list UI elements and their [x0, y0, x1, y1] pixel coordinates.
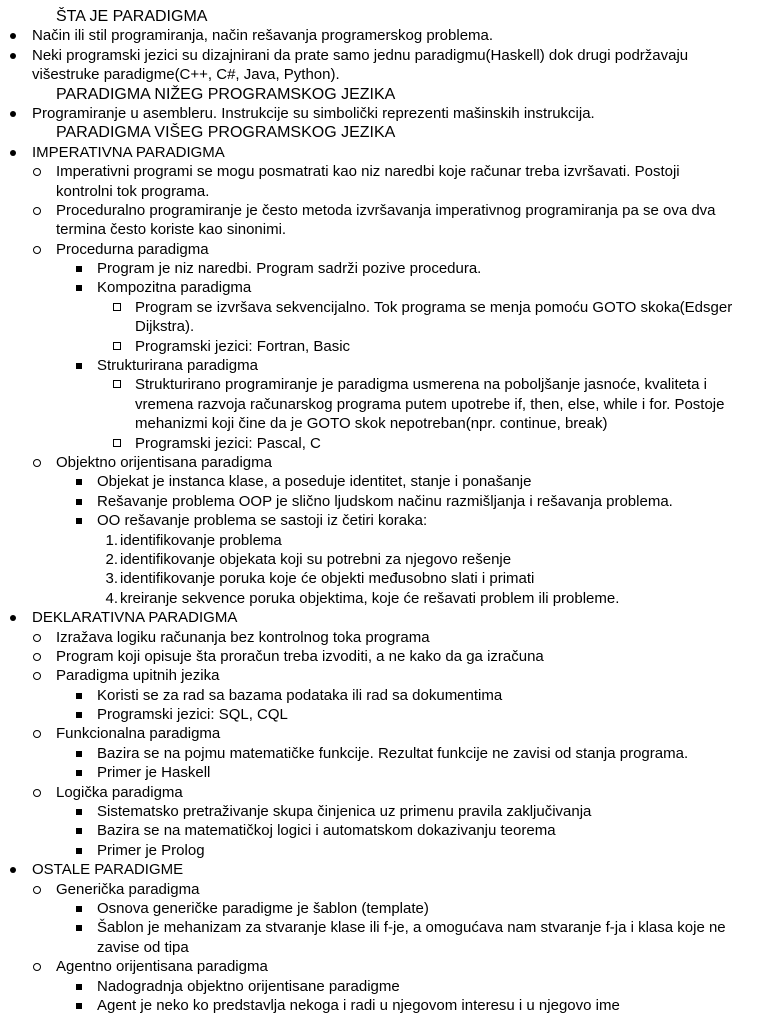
item-text: Agentno orijentisana paradigma: [56, 958, 268, 976]
list-item: [0, 880, 768, 899]
list-item: [0, 492, 768, 511]
bullet-filled-square-icon: [76, 809, 82, 815]
bullet-hollow-circle-icon: [33, 246, 41, 254]
list-item: [0, 511, 768, 530]
list-item: [0, 647, 768, 666]
bullet-filled-square-icon: [76, 518, 82, 524]
item-text: Objektno orijentisana paradigma: [56, 453, 272, 471]
list-item: [0, 337, 768, 356]
bullet-filled-square-icon: [76, 828, 82, 834]
list-item: [0, 453, 768, 472]
list-item: [0, 783, 768, 802]
item-text: mehanizmi koji čine da je GOTO skok nepotreban(npr. continue, break): [135, 415, 608, 433]
heading-text: ŠTA JE PARADIGMA: [56, 8, 208, 25]
list-item: [0, 821, 768, 840]
list-item: [0, 666, 768, 685]
bullet-filled-square-icon: [76, 984, 82, 990]
list-item: [0, 201, 768, 220]
item-text: Način ili stil programiranja, način rešavanja programerskog problema.: [32, 27, 494, 45]
bullet-filled-circle-icon: [10, 33, 16, 39]
list-item: [0, 298, 768, 317]
bullet-hollow-circle-icon: [33, 886, 41, 894]
item-text: Primer je Haskell: [97, 764, 211, 782]
bullet-hollow-square-icon: [113, 439, 121, 447]
bullet-hollow-circle-icon: [33, 207, 41, 215]
bullet-hollow-circle-icon: [33, 789, 41, 797]
list-item: [0, 608, 768, 627]
item-text: Bazira se na matematičkoj logici i automatskom dokazivanju teorema: [97, 822, 556, 840]
item-text: Neki programski jezici su dizajnirani da prate samo jednu paradigmu(Haskell) dok drugi podržavaju: [32, 46, 689, 64]
list-item: [0, 434, 768, 453]
item-text: termina često koriste kao sinonimi.: [56, 221, 287, 239]
bullet-hollow-circle-icon: [33, 168, 41, 176]
section-heading: [0, 85, 768, 104]
list-item: [0, 26, 768, 45]
item-text: zavise od tipa: [97, 938, 189, 956]
item-text: Sistematsko pretraživanje skupa činjenica uz primenu pravila zaključivanja: [97, 803, 592, 821]
bullet-filled-square-icon: [76, 848, 82, 854]
item-text: kontrolni tok programa.: [56, 182, 210, 200]
section-heading: [0, 123, 768, 142]
list-item: [0, 472, 768, 491]
item-text: Bazira se na pojmu matematičke funkcije. Rezultat funkcije ne zavisi od stanja programa.: [97, 744, 689, 762]
item-text: DEKLARATIVNA PARADIGMA: [32, 609, 238, 627]
list-item: [0, 589, 768, 608]
list-item: [0, 356, 768, 375]
list-item: [0, 259, 768, 278]
list-item: [0, 220, 768, 239]
item-text: Rešavanje problema OOP je slično ljudskom načinu razmišljanja i rešavanja problema.: [97, 492, 673, 510]
list-item: [0, 414, 768, 433]
item-text: Program je niz naredbi. Program sadrži pozive procedura.: [97, 260, 482, 278]
bullet-filled-square-icon: [76, 751, 82, 757]
bullet-hollow-circle-icon: [33, 672, 41, 680]
bullet-filled-square-icon: [76, 925, 82, 931]
item-text: Strukturirana paradigma: [97, 357, 258, 375]
bullet-hollow-circle-icon: [33, 634, 41, 642]
list-item: [0, 977, 768, 996]
item-text: OO rešavanje problema se sastoji iz četiri koraka:: [97, 512, 428, 530]
item-text: Strukturirano programiranje je paradigma usmerena na poboljšanje jasnoće, kvaliteta i: [135, 376, 707, 394]
list-item: [0, 143, 768, 162]
bullet-filled-square-icon: [76, 906, 82, 912]
item-text: OSTALE PARADIGME: [32, 861, 184, 879]
item-text: Agent je neko ko predstavlja nekoga i radi u njegovom interesu i u njegovo ime: [97, 996, 620, 1014]
item-text: vremena razvoja računarskog programa putem upotrebe if, then, else, while i for. Postoje: [135, 395, 725, 413]
list-item: [0, 550, 768, 569]
bullet-hollow-circle-icon: [33, 459, 41, 467]
bullet-filled-square-icon: [76, 266, 82, 272]
item-text: Osnova generičke paradigme je šablon (template): [97, 899, 429, 917]
list-item: [0, 763, 768, 782]
list-item: [0, 628, 768, 647]
bullet-hollow-circle-icon: [33, 963, 41, 971]
list-item: [0, 744, 768, 763]
bullet-filled-circle-icon: [10, 53, 16, 59]
list-item: [0, 938, 768, 957]
item-text: Šablon je mehanizam za stvaranje klase ili f-je, a omogućava nam stvaranje f-ja i klasa koje ne: [97, 919, 726, 937]
item-text: Programski jezici: Pascal, C: [135, 434, 321, 452]
item-text: Program se izvršava sekvencijalno. Tok programa se menja pomoću GOTO skoka(Edsger: [135, 298, 733, 316]
bullet-hollow-square-icon: [113, 380, 121, 388]
bullet-filled-square-icon: [76, 693, 82, 699]
item-text: Programiranje u asembleru. Instrukcije su simbolički reprezenti mašinskih instrukcija.: [32, 104, 595, 122]
document-page: [0, 7, 768, 1015]
item-text: kreiranje sekvence poruka objektima, koje će rešavati problem ili probleme.: [120, 589, 620, 607]
list-item: [0, 996, 768, 1015]
bullet-hollow-circle-icon: [33, 730, 41, 738]
item-text: Programski jezici: Fortran, Basic: [135, 337, 351, 355]
heading-text: PARADIGMA VIŠEG PROGRAMSKOG JEZIKA: [56, 124, 396, 142]
bullet-filled-square-icon: [76, 285, 82, 291]
heading-text: PARADIGMA NIŽEG PROGRAMSKOG JEZIKA: [56, 85, 396, 103]
list-item: [0, 395, 768, 414]
list-item: [0, 705, 768, 724]
item-text: Programski jezici: SQL, CQL: [97, 706, 288, 724]
item-text: Logička paradigma: [56, 783, 183, 801]
item-text: Procedurna paradigma: [56, 240, 209, 258]
bullet-filled-square-icon: [76, 712, 82, 718]
bullet-hollow-square-icon: [113, 303, 121, 311]
list-item: [0, 686, 768, 705]
list-item: [0, 802, 768, 821]
list-item: [0, 569, 768, 588]
list-item: [0, 46, 768, 65]
bullet-filled-circle-icon: [10, 867, 16, 873]
item-text: Nadogradnja objektno orijentisane paradigme: [97, 977, 400, 995]
item-text: Koristi se za rad sa bazama podataka ili rad sa dokumentima: [97, 686, 503, 704]
item-text: Primer je Prolog: [97, 841, 205, 859]
list-number: 4.: [105, 589, 118, 607]
list-item: [0, 240, 768, 259]
bullet-filled-circle-icon: [10, 111, 16, 117]
list-number: 3.: [105, 570, 118, 588]
item-text: Proceduralno programiranje je često metoda izvršavanja imperativnog programiranja pa se ova dva: [56, 201, 716, 219]
bullet-filled-circle-icon: [10, 150, 16, 156]
list-item: [0, 375, 768, 394]
list-item: [0, 531, 768, 550]
list-number: 2.: [105, 550, 118, 568]
list-item: [0, 724, 768, 743]
item-text: identifikovanje problema: [120, 531, 282, 549]
item-text: Generička paradigma: [56, 880, 200, 898]
bullet-filled-circle-icon: [10, 615, 16, 621]
list-number: 1.: [105, 531, 118, 549]
bullet-filled-square-icon: [76, 479, 82, 485]
section-heading: [0, 7, 768, 26]
list-item: [0, 317, 768, 336]
item-text: Dijkstra).: [135, 318, 195, 336]
item-text: Program koji opisuje šta proračun treba izvoditi, a ne kako da ga izračuna: [56, 647, 544, 665]
list-item: [0, 899, 768, 918]
item-text: Izražava logiku računanja bez kontrolnog toka programa: [56, 628, 430, 646]
item-text: Paradigma upitnih jezika: [56, 667, 220, 685]
list-item: [0, 957, 768, 976]
item-text: Funkcionalna paradigma: [56, 725, 221, 743]
list-item: [0, 182, 768, 201]
bullet-filled-square-icon: [76, 499, 82, 505]
list-item: [0, 860, 768, 879]
bullet-filled-square-icon: [76, 770, 82, 776]
item-text: Objekat je instanca klase, a poseduje identitet, stanje i ponašanje: [97, 473, 532, 491]
item-text: višestruke paradigme(C++, C#, Java, Python).: [32, 66, 340, 84]
list-item: [0, 104, 768, 123]
list-item: [0, 918, 768, 937]
bullet-hollow-square-icon: [113, 342, 121, 350]
bullet-hollow-circle-icon: [33, 653, 41, 661]
list-item: [0, 162, 768, 181]
item-text: Imperativni programi se mogu posmatrati kao niz naredbi koje računar treba izvršavati. Postoji: [56, 163, 680, 181]
list-item: [0, 278, 768, 297]
bullet-filled-square-icon: [76, 1003, 82, 1009]
list-item: [0, 65, 768, 84]
bullet-filled-square-icon: [76, 363, 82, 369]
list-item: [0, 841, 768, 860]
item-text: Kompozitna paradigma: [97, 279, 252, 297]
item-text: identifikovanje objekata koji su potrebni za njegovo rešenje: [120, 550, 512, 568]
item-text: identifikovanje poruka koje će objekti međusobno slati i primati: [120, 570, 535, 588]
item-text: IMPERATIVNA PARADIGMA: [32, 143, 225, 161]
